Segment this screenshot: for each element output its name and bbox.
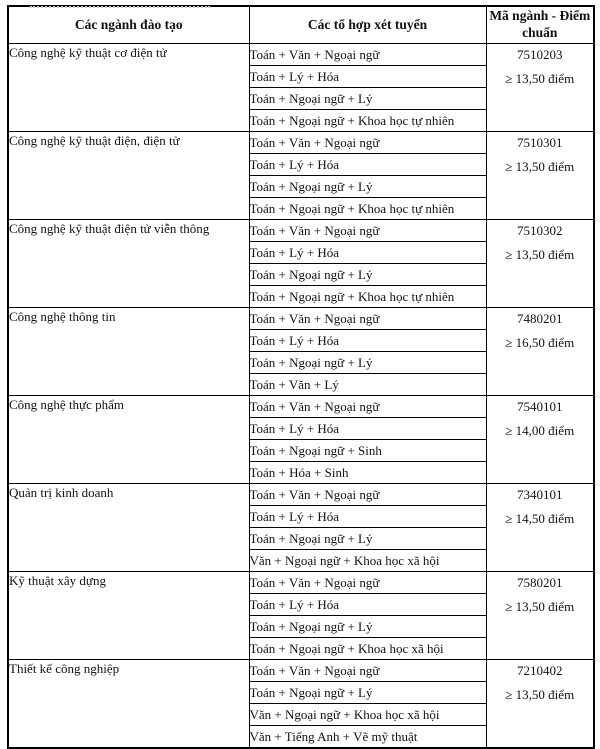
- major-code: 7540101: [517, 399, 563, 414]
- score-threshold: ≥ 13,50 điểm: [505, 159, 575, 174]
- combination-cell: Toán + Ngoại ngữ + Lý: [249, 176, 486, 198]
- combination-cell: Văn + Tiếng Anh + Vẽ mỹ thuật: [249, 726, 486, 749]
- combination-cell: Toán + Hóa + Sinh: [249, 462, 486, 484]
- combination-cell: Toán + Lý + Hóa: [249, 242, 486, 264]
- major-code: 7340101: [517, 487, 563, 502]
- scan-noise-artifact: [30, 6, 210, 8]
- major-name-cell: Công nghệ kỹ thuật điện, điện tử: [8, 132, 249, 220]
- score-threshold: ≥ 16,50 điểm: [505, 335, 575, 350]
- score-threshold: ≥ 13,50 điểm: [505, 687, 575, 702]
- table-row: [8, 660, 594, 682]
- major-code: 7480201: [517, 311, 563, 326]
- combination-cell: Toán + Văn + Ngoại ngữ: [249, 660, 486, 682]
- combination-cell: Toán + Văn + Ngoại ngữ: [249, 484, 486, 506]
- column-header-majors: Các ngành đào tạo: [8, 6, 249, 44]
- table-row: [8, 572, 594, 594]
- combination-cell: Toán + Ngoại ngữ + Lý: [249, 616, 486, 638]
- combination-cell: Toán + Văn + Ngoại ngữ: [249, 44, 486, 66]
- combination-cell: Toán + Lý + Hóa: [249, 506, 486, 528]
- code-score-cell: [486, 44, 594, 132]
- combination-cell: Văn + Ngoại ngữ + Khoa học xã hội: [249, 550, 486, 572]
- table-row: [8, 132, 594, 154]
- combination-cell: Toán + Ngoại ngữ + Khoa học tự nhiên: [249, 110, 486, 132]
- combination-cell: Toán + Văn + Ngoại ngữ: [249, 132, 486, 154]
- combination-cell: Toán + Ngoại ngữ + Khoa học xã hội: [249, 638, 486, 660]
- combination-cell: Toán + Ngoại ngữ + Lý: [249, 352, 486, 374]
- combination-cell: Toán + Văn + Ngoại ngữ: [249, 308, 486, 330]
- score-threshold: ≥ 14,00 điểm: [505, 423, 575, 438]
- major-name-cell: Công nghệ thông tin: [8, 308, 249, 396]
- major-name-cell: Công nghệ kỹ thuật điện tử viễn thông: [8, 220, 249, 308]
- combination-cell: Toán + Văn + Ngoại ngữ: [249, 396, 486, 418]
- column-header-combinations: Các tổ hợp xét tuyển: [249, 6, 486, 44]
- combination-cell: Văn + Ngoại ngữ + Khoa học xã hội: [249, 704, 486, 726]
- table-row: [8, 308, 594, 330]
- code-score-cell: [486, 396, 594, 484]
- code-score-cell: [486, 220, 594, 308]
- combination-cell: Toán + Lý + Hóa: [249, 154, 486, 176]
- score-threshold: ≥ 13,50 điểm: [505, 71, 575, 86]
- combination-cell: Toán + Ngoại ngữ + Lý: [249, 528, 486, 550]
- major-name-cell: Công nghệ kỹ thuật cơ điện tử: [8, 44, 249, 132]
- column-header-code-score: Mã ngành - Điểm chuẩn: [486, 6, 594, 44]
- combination-cell: Toán + Lý + Hóa: [249, 418, 486, 440]
- table-row: [8, 44, 594, 66]
- combination-cell: Toán + Ngoại ngữ + Lý: [249, 88, 486, 110]
- table-row: [8, 484, 594, 506]
- major-code: 7510302: [517, 223, 563, 238]
- combination-cell: Toán + Lý + Hóa: [249, 594, 486, 616]
- major-name-cell: Quản trị kinh doanh: [8, 484, 249, 572]
- major-name-cell: Thiết kế công nghiệp: [8, 660, 249, 749]
- combination-cell: Toán + Văn + Lý: [249, 374, 486, 396]
- code-score-cell: [486, 572, 594, 660]
- table-row: [8, 396, 594, 418]
- code-score-cell: [486, 484, 594, 572]
- code-score-cell: [486, 132, 594, 220]
- major-code: 7510301: [517, 135, 563, 150]
- combination-cell: Toán + Lý + Hóa: [249, 330, 486, 352]
- combination-cell: Toán + Ngoại ngữ + Lý: [249, 682, 486, 704]
- major-code: 7580201: [517, 575, 563, 590]
- combination-cell: Toán + Ngoại ngữ + Sinh: [249, 440, 486, 462]
- score-threshold: ≥ 13,50 điểm: [505, 247, 575, 262]
- header-row: [8, 6, 594, 44]
- combination-cell: Toán + Ngoại ngữ + Lý: [249, 264, 486, 286]
- table-row: [8, 220, 594, 242]
- major-name-cell: Công nghệ thực phẩm: [8, 396, 249, 484]
- score-threshold: ≥ 14,50 điểm: [505, 511, 575, 526]
- combination-cell: Toán + Văn + Ngoại ngữ: [249, 572, 486, 594]
- combination-cell: Toán + Văn + Ngoại ngữ: [249, 220, 486, 242]
- combination-cell: Toán + Ngoại ngữ + Khoa học tự nhiên: [249, 286, 486, 308]
- combination-cell: Toán + Ngoại ngữ + Khoa học tự nhiên: [249, 198, 486, 220]
- admissions-table: [7, 5, 595, 749]
- code-score-cell: [486, 308, 594, 396]
- major-name-cell: Kỹ thuật xây dựng: [8, 572, 249, 660]
- major-code: 7210402: [517, 663, 563, 678]
- score-threshold: ≥ 13,50 điểm: [505, 599, 575, 614]
- code-score-cell: [486, 660, 594, 749]
- major-code: 7510203: [517, 47, 563, 62]
- combination-cell: Toán + Lý + Hóa: [249, 66, 486, 88]
